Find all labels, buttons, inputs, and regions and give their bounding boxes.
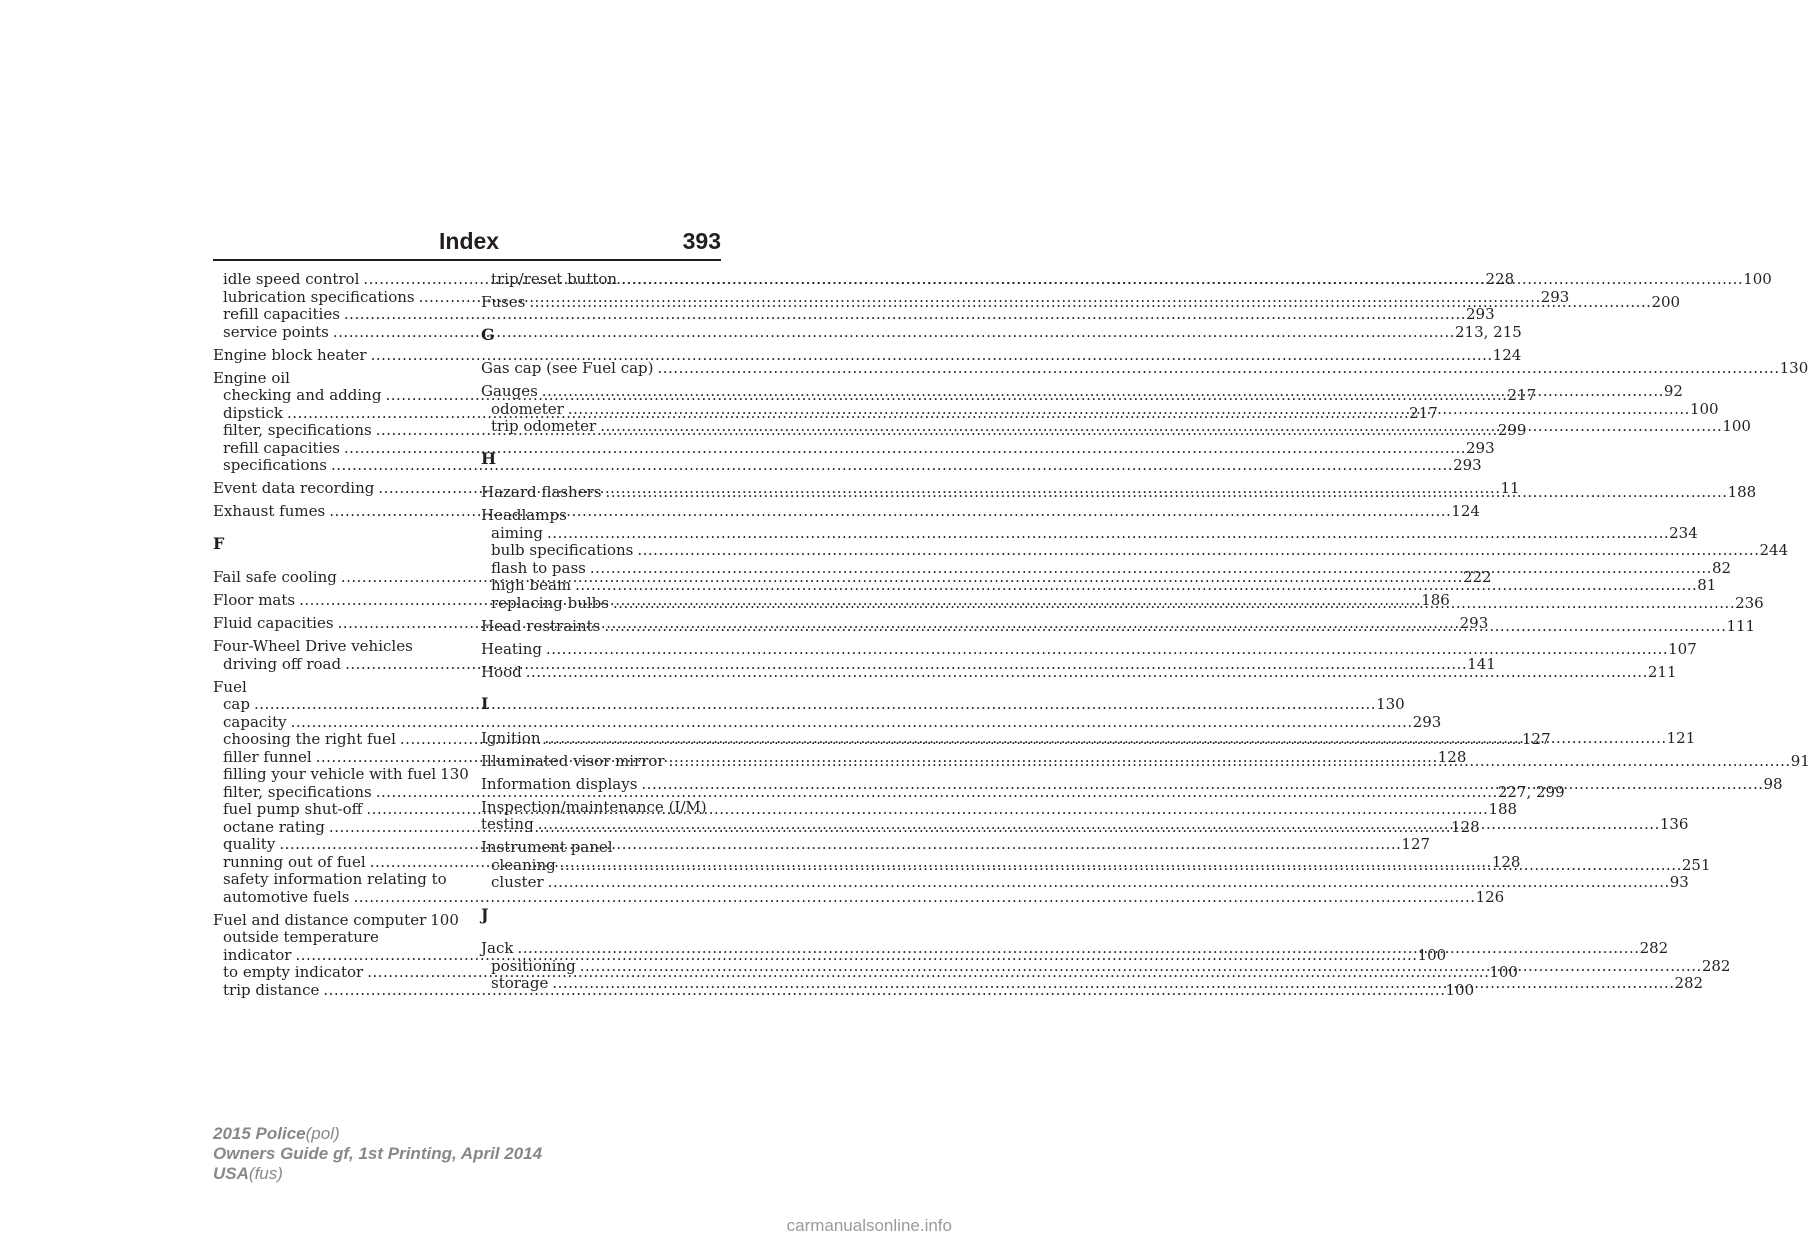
index-subentry xyxy=(213,695,1405,714)
entry-label: filter, specifications xyxy=(223,421,372,439)
entry-label: cap xyxy=(223,695,250,713)
entry-page-ref: 217 xyxy=(1409,403,1438,422)
leader-dots xyxy=(546,641,1668,659)
entry-label: high beam xyxy=(491,576,572,594)
entry-page-ref: 186 xyxy=(1421,591,1450,609)
entry-label: idle speed control xyxy=(223,270,360,288)
entry-label: Jack xyxy=(481,939,514,957)
entry-label: Fuel xyxy=(213,677,247,696)
section-letter: F xyxy=(213,533,225,553)
leader-dots xyxy=(621,271,1743,289)
section-letter: J xyxy=(481,904,489,924)
entry-page-ref: 217 xyxy=(1507,386,1537,404)
entry-page-ref: 227, 299 xyxy=(1497,782,1565,801)
entry-page-ref: 228 xyxy=(1485,270,1515,288)
entry-page-ref: 282 xyxy=(1701,956,1731,975)
entry-page-ref: 93 xyxy=(1669,873,1689,891)
entry-page-ref: 128 xyxy=(1491,852,1521,871)
entry-page-ref: 200 xyxy=(1651,293,1681,311)
leader-dots xyxy=(529,294,1651,312)
leader-dots xyxy=(548,874,1670,892)
entry-page-ref: 130 xyxy=(440,765,469,783)
entry-page-ref: 126 xyxy=(1475,887,1505,906)
entry-label: to empty indicator xyxy=(223,963,364,981)
entry-page-ref: 293 xyxy=(1466,305,1495,323)
entry-page-ref: 81 xyxy=(1697,576,1717,594)
entry-label: Event data recording xyxy=(213,479,375,497)
entry-label: Gauges xyxy=(481,382,538,400)
index-term xyxy=(213,679,453,697)
entry-page-ref: 299 xyxy=(1497,421,1527,439)
leader-dots xyxy=(560,857,1682,875)
leader-dots xyxy=(545,730,1667,748)
footer-line-2: Owners Guide gf, 1st Printing, April 2014 xyxy=(213,1144,543,1163)
header-rule xyxy=(213,259,721,261)
entry-label: trip/reset button xyxy=(491,270,618,288)
entry-page-ref: 244 xyxy=(1759,541,1789,559)
entry-label: Illuminated visor mirror xyxy=(481,751,665,770)
entry-page-ref: 293 xyxy=(1412,712,1442,731)
entry-label: Four-Wheel Drive vehicles xyxy=(213,637,413,655)
index-entry xyxy=(213,345,1522,365)
leader-dots xyxy=(552,975,1674,993)
entry-label: filter, specifications xyxy=(223,782,372,801)
entry-page-ref: 100 xyxy=(1417,945,1447,964)
index-term xyxy=(213,370,453,388)
entry-label: cleaning xyxy=(491,855,556,874)
index-subentry xyxy=(213,887,1505,907)
entry-label: testing xyxy=(481,815,534,833)
entry-page-ref: 127 xyxy=(1522,730,1551,748)
entry-label: driving off road xyxy=(223,654,342,673)
entry-label: Ignition xyxy=(481,728,541,747)
entry-label: positioning xyxy=(491,956,576,975)
leader-dots xyxy=(605,484,1727,502)
entry-label: refill capacities xyxy=(223,305,340,323)
index-subentry xyxy=(213,929,453,947)
index-term xyxy=(213,638,453,656)
entry-label: outside temperature xyxy=(223,928,379,946)
entry-page-ref: 136 xyxy=(1659,815,1689,833)
leader-dots xyxy=(254,696,1376,714)
index-subentry xyxy=(213,305,1495,324)
entry-label: specifications xyxy=(223,456,327,474)
entry-label: trip distance xyxy=(223,980,320,999)
leader-dots xyxy=(580,958,1702,976)
entry-page-ref: 130 xyxy=(1779,359,1809,377)
entry-label: Information displays xyxy=(481,774,638,793)
page-number: 393 xyxy=(682,228,721,254)
entry-label: Headlamps xyxy=(481,506,567,524)
entry-label: cluster xyxy=(491,873,544,891)
entry-label: Gas cap (see Fuel cap) xyxy=(481,359,654,377)
leader-dots xyxy=(538,816,1660,834)
index-subentry xyxy=(213,765,469,784)
index-entry xyxy=(481,359,1809,378)
entry-label: Heating xyxy=(481,639,542,658)
entry-label: Fluid capacities xyxy=(213,614,334,632)
entry-page-ref: 293 xyxy=(1466,438,1495,457)
entry-label: lubrication specifications xyxy=(223,287,415,306)
index-subentry xyxy=(213,871,453,889)
index-subentry xyxy=(213,456,1482,475)
entry-page-ref: 128 xyxy=(1451,817,1480,836)
entry-label: Inspection/maintenance (I/M) xyxy=(481,797,707,816)
leader-dots xyxy=(637,542,1759,560)
print-footer xyxy=(213,1124,542,1184)
entry-page-ref: 111 xyxy=(1726,616,1756,635)
entry-page-ref: 100 xyxy=(1489,963,1518,981)
entry-page-ref: 98 xyxy=(1763,774,1783,793)
entry-page-ref: 188 xyxy=(1488,800,1518,818)
entry-page-ref: 251 xyxy=(1681,855,1711,874)
index-term xyxy=(481,639,1697,659)
entry-page-ref: 128 xyxy=(1437,747,1467,766)
leader-dots xyxy=(542,383,1664,401)
entry-page-ref: 141 xyxy=(1467,654,1496,673)
leader-dots xyxy=(613,595,1735,613)
entry-page-ref: 100 xyxy=(1722,417,1751,435)
leader-dots xyxy=(658,360,1780,378)
leader-dots xyxy=(600,418,1722,436)
entry-label: Instrument panel xyxy=(481,838,613,856)
entry-label: choosing the right fuel xyxy=(223,730,396,748)
entry-page-ref: 222 xyxy=(1462,568,1492,586)
entry-label: filler funnel xyxy=(223,747,312,766)
entry-label: capacity xyxy=(223,712,287,731)
index-subentry xyxy=(213,712,1442,732)
footer-line-3: USA(fus) xyxy=(213,1164,283,1183)
entry-label: Fuel and distance computer xyxy=(213,910,427,929)
entry-page-ref: 91 xyxy=(1790,751,1810,770)
leader-dots xyxy=(669,753,1791,771)
entry-label: fuel pump shut-off xyxy=(223,800,363,818)
entry-label: filling your vehicle with fuel xyxy=(223,765,437,783)
index-term xyxy=(213,910,459,930)
entry-page-ref: 282 xyxy=(1674,974,1704,992)
leader-dots xyxy=(526,664,1648,682)
section-letter: H xyxy=(481,448,497,468)
entry-label: service points xyxy=(223,322,329,341)
index-subentry xyxy=(481,873,1689,892)
section-letter: I xyxy=(481,694,489,713)
entry-label: Hazard flashers xyxy=(481,483,602,501)
section-letter: G xyxy=(481,324,495,344)
entry-label: Engine block heater xyxy=(213,345,367,364)
entry-page-ref: 100 xyxy=(1689,399,1719,418)
index-term xyxy=(481,839,721,857)
index-term xyxy=(481,507,721,525)
entry-label: running out of fuel xyxy=(223,852,366,871)
leader-dots xyxy=(568,401,1690,419)
entry-page-ref: 234 xyxy=(1669,523,1698,542)
entry-page-ref: 100 xyxy=(430,910,459,929)
entry-label: odometer xyxy=(491,399,564,418)
entry-page-ref: 127 xyxy=(1401,835,1431,853)
leader-dots xyxy=(641,776,1763,794)
entry-label: safety information relating to xyxy=(223,870,447,888)
index-term xyxy=(481,799,721,817)
index-term xyxy=(213,345,1522,365)
entry-label: Exhaust fumes xyxy=(213,502,326,520)
page-title: Index xyxy=(439,228,500,254)
entry-label: bulb specifications xyxy=(491,541,634,559)
entry-page-ref: 293 xyxy=(1540,287,1570,306)
footer-line-1: 2015 Police(pol) xyxy=(213,1124,340,1143)
entry-page-ref: 121 xyxy=(1666,728,1696,747)
entry-page-ref: 211 xyxy=(1647,662,1677,681)
leader-dots xyxy=(590,560,1712,578)
entry-page-ref: 107 xyxy=(1668,639,1697,658)
entry-label: Fuses xyxy=(481,293,526,311)
leader-dots xyxy=(604,618,1726,636)
index-subentry xyxy=(213,322,1522,342)
entry-label: quality xyxy=(223,835,276,853)
leader-dots xyxy=(547,525,1669,543)
entry-label: indicator xyxy=(223,945,292,964)
entry-label: automotive fuels xyxy=(223,887,350,906)
entry-label: dipstick xyxy=(223,403,284,422)
entry-label: trip odometer xyxy=(491,417,597,435)
entry-label: flash to pass xyxy=(491,558,586,577)
entry-page-ref: 130 xyxy=(1376,695,1405,713)
entry-page-ref: 188 xyxy=(1727,483,1757,501)
entry-label: Head restraints xyxy=(481,616,601,635)
index-entry xyxy=(481,639,1697,659)
entry-page-ref: 11 xyxy=(1500,479,1520,497)
entry-page-ref: 124 xyxy=(1492,345,1522,364)
entry-page-ref: 92 xyxy=(1663,382,1683,400)
entry-label: Hood xyxy=(481,662,522,681)
entry-label: Engine oil xyxy=(213,368,290,387)
leader-dots xyxy=(575,577,1697,595)
leader-dots xyxy=(279,836,1401,854)
entry-label: replacing bulbs xyxy=(491,593,609,612)
entry-page-ref: 282 xyxy=(1639,939,1669,957)
entry-label: aiming xyxy=(491,523,544,542)
watermark-link[interactable]: carmanualsonline.info xyxy=(786,1216,952,1235)
entry-label: octane rating xyxy=(223,817,325,836)
leader-dots xyxy=(517,940,1639,958)
entry-page-ref: 293 xyxy=(1453,456,1482,474)
entry-page-ref: 82 xyxy=(1711,558,1732,577)
entry-page-ref: 124 xyxy=(1451,502,1480,520)
entry-label: checking and adding xyxy=(223,386,382,404)
entry-label: refill capacities xyxy=(223,438,340,457)
entry-label: Floor mats xyxy=(213,591,296,609)
entry-label: storage xyxy=(491,974,549,992)
index-subentry xyxy=(481,541,1789,560)
entry-page-ref: 100 xyxy=(1743,270,1772,288)
entry-label: Fail safe cooling xyxy=(213,568,337,586)
entry-page-ref: 293 xyxy=(1459,614,1489,632)
entry-page-ref: 100 xyxy=(1445,980,1475,999)
index-subentry xyxy=(481,523,1698,543)
index-subentry xyxy=(213,438,1495,458)
entry-page-ref: 236 xyxy=(1735,593,1764,612)
index-term xyxy=(481,359,1809,378)
entry-page-ref: 213, 215 xyxy=(1455,322,1522,341)
